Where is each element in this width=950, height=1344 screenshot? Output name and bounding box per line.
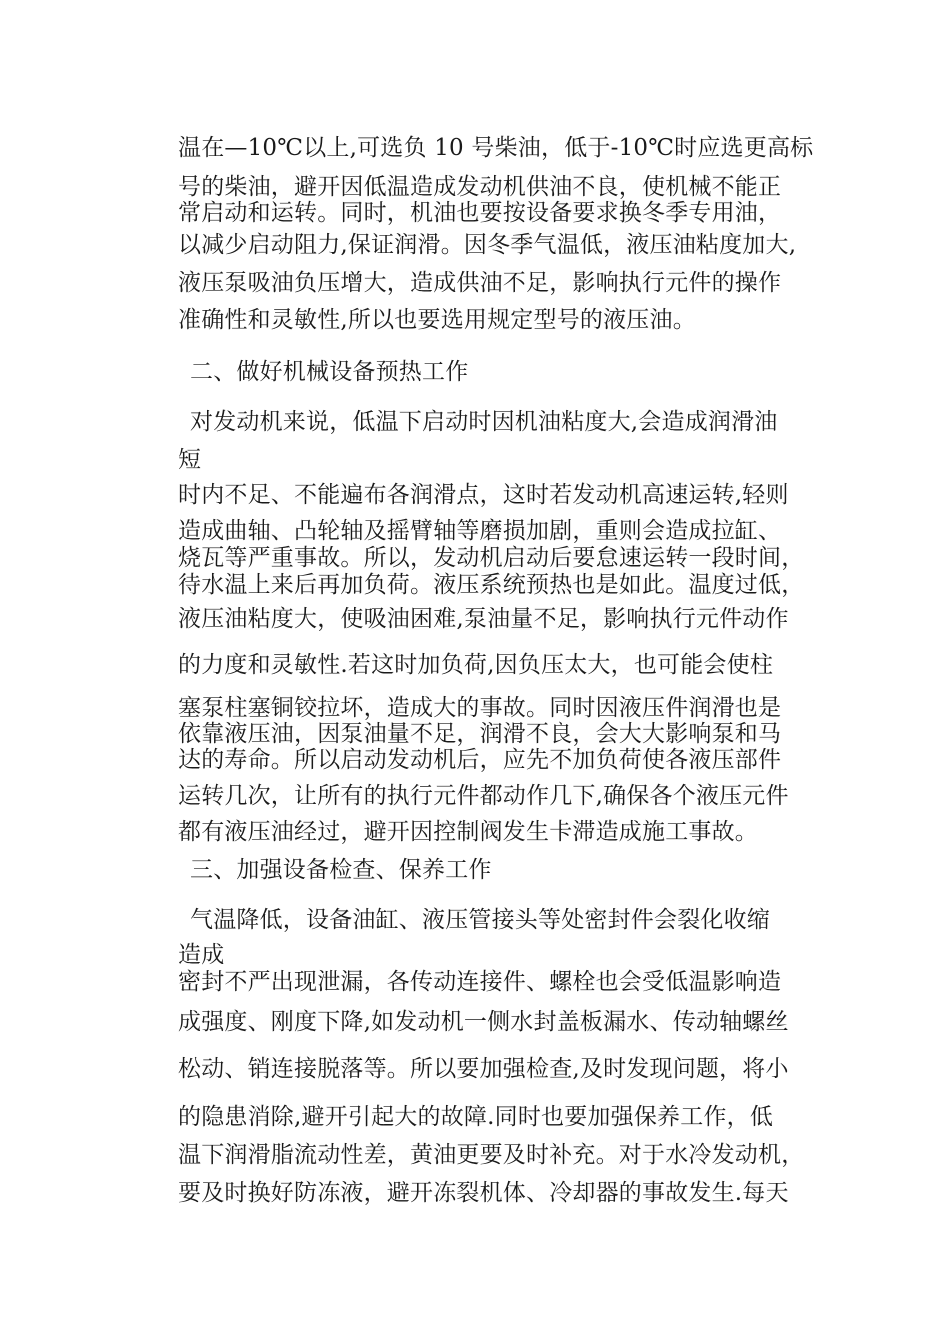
paragraph-line: 运转几次，让所有的执行元件都动作几下,确保各个液压元件 [178, 783, 789, 809]
paragraph-line: 号的柴油，避开因低温造成发动机供油不良，使机械不能正 [178, 174, 782, 200]
paragraph-line: 温下润滑脂流动性差，黄油更要及时补充。对于水冷发动机， [178, 1142, 805, 1168]
paragraph-line: 要及时换好防冻液，避开冻裂机体、冷却器的事故发生.每天 [178, 1180, 789, 1206]
section-heading: 二、做好机械设备预热工作 [190, 359, 469, 385]
paragraph-line: 的隐患消除,避开引起大的故障.同时也要加强保养工作，低 [178, 1104, 774, 1130]
paragraph-line: 塞泵柱塞铜铰拉坏，造成大的事故。同时因液压件润滑也是 [178, 695, 782, 721]
paragraph-line: 以减少启动阻力,保证润滑。因冬季气温低，液压油粘度加大, [178, 232, 797, 258]
paragraph-line: 气温降低，设备油缸、液压管接头等处密封件会裂化收缩 [190, 907, 770, 933]
paragraph-line: 造成 [178, 942, 225, 968]
paragraph-line: 依靠液压油，因泵油量不足，润滑不良，会大大影响泵和马 [178, 721, 782, 747]
paragraph-line: 达的寿命。所以启动发动机后，应先不加负荷使各液压部件 [178, 747, 782, 773]
paragraph-line: 短 [178, 447, 202, 473]
paragraph-line: 温在—10℃以上,可选负 10 号柴油，低于-10℃时应选更高标 [178, 135, 814, 161]
paragraph-line: 密封不严出现泄漏，各传动连接件、螺栓也会受低温影响造 [178, 969, 782, 995]
paragraph-line: 的力度和灵敏性.若这时加负荷,因负压太大，也可能会使柱 [178, 652, 774, 678]
paragraph-line: 时内不足、不能遍布各润滑点，这时若发动机高速运转,轻则 [178, 482, 789, 508]
paragraph-line: 造成曲轴、凸轮轴及摇臂轴等磨损加剧，重则会造成拉缸、 [178, 518, 782, 544]
paragraph-line: 准确性和灵敏性,所以也要选用规定型号的液压油。 [178, 307, 696, 333]
paragraph-line: 液压油粘度大，使吸油困难,泵油量不足，影响执行元件动作 [178, 606, 789, 632]
paragraph-line: 常启动和运转。同时，机油也要按设备要求换冬季专用油， [178, 200, 782, 226]
paragraph-line: 待水温上来后再加负荷。液压系统预热也是如此。温度过低， [178, 572, 805, 598]
paragraph-line: 都有液压油经过，避开因控制阀发生卡滞造成施工事故。 [178, 819, 758, 845]
paragraph-line: 烧瓦等严重事故。所以，发动机启动后要怠速运转一段时间， [178, 545, 805, 571]
paragraph-line: 液压泵吸油负压增大，造成供油不足，影响执行元件的操作 [178, 270, 782, 296]
paragraph-line: 对发动机来说，低温下启动时因机油粘度大,会造成润滑油 [190, 409, 778, 435]
paragraph-line: 松动、销连接脱落等。所以要加强检查,及时发现问题，将小 [178, 1056, 789, 1082]
paragraph-line: 成强度、刚度下降,如发动机一侧水封盖板漏水、传动轴螺丝 [178, 1009, 789, 1035]
section-heading: 三、加强设备检查、保养工作 [190, 857, 492, 883]
